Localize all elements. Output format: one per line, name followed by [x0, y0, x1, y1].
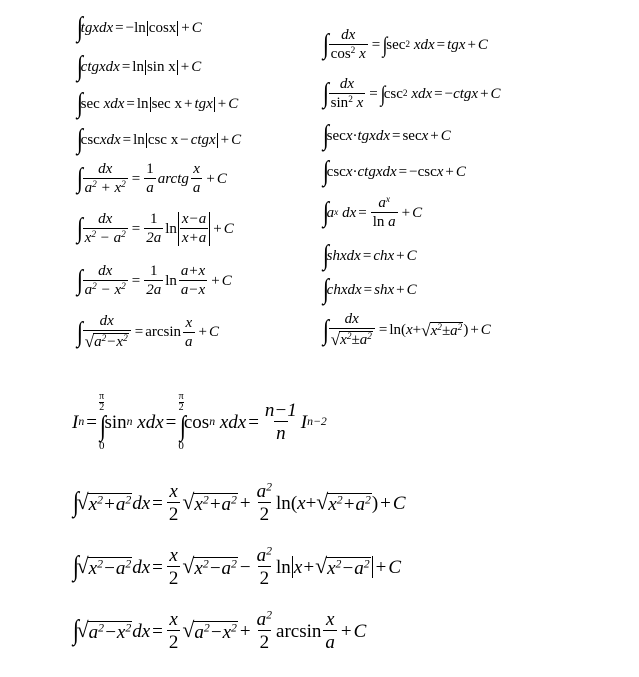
operator: = — [248, 411, 259, 433]
operator: · — [352, 127, 358, 144]
operator: = — [363, 281, 373, 298]
term: C — [388, 556, 402, 578]
term: dx — [342, 204, 357, 221]
term: ln — [165, 272, 177, 289]
term: C — [392, 492, 406, 514]
operator: + — [467, 36, 476, 53]
integral-sign: ∫ — [76, 163, 83, 194]
integral-sign: ∫ — [76, 213, 83, 244]
formula-sqrt-a2mx2 — [72, 610, 366, 652]
denominator: 2 — [168, 504, 179, 525]
integral-sign: ∫ — [322, 120, 329, 151]
absolute-value: x+ √ $x^2-a^2$ — [292, 556, 373, 578]
integral-sign: ∫ — [179, 411, 186, 442]
fraction — [191, 162, 203, 196]
term: C — [228, 95, 239, 112]
numerator: $a^2$ — [256, 544, 273, 566]
numerator: $a^2$ — [256, 480, 273, 502]
term: C — [440, 127, 451, 144]
operator: = — [126, 95, 135, 112]
term: dx — [110, 95, 125, 112]
numerator: dx — [341, 27, 356, 43]
operator: = — [131, 272, 141, 289]
term: tgx — [80, 19, 99, 36]
fraction — [183, 316, 195, 350]
formula-sec2: ∫ $\frac{dx}{\cos^2 x}$ = ∫ sec 2 xdx = tgx + C — [322, 27, 488, 62]
formula-ctgx — [76, 53, 201, 81]
formula-tgx — [76, 14, 202, 42]
term: C — [223, 220, 234, 237]
formula-chx — [322, 276, 417, 304]
integral-sign: ∫ — [322, 240, 329, 271]
operator: − — [239, 556, 251, 578]
operator: + — [396, 281, 405, 298]
integral-sign: ∫ — [76, 265, 83, 296]
operator: + — [220, 131, 230, 148]
integral-sign: ∫ — [76, 12, 83, 43]
operator: + — [239, 620, 251, 642]
numerator: n−1 — [264, 400, 297, 421]
sqrt: √ $x^2-a^2$ — [76, 554, 132, 579]
integral-sign: ∫ — [322, 78, 329, 109]
fraction — [167, 610, 181, 652]
term: C — [412, 204, 423, 221]
operator: + — [396, 247, 405, 264]
integral-sign: ∫ — [76, 88, 83, 119]
term: ln — [276, 492, 291, 514]
term: x — [103, 95, 111, 112]
formula-ln-xma — [76, 212, 234, 246]
operator: = — [131, 220, 141, 237]
term: ctgxdx — [357, 163, 397, 180]
fraction — [255, 610, 274, 652]
operator: = — [378, 322, 388, 338]
operator: + — [211, 272, 220, 289]
fraction — [179, 264, 207, 298]
denominator: 2 — [168, 632, 179, 653]
term: xdx — [411, 85, 433, 102]
integral-sign: ∫ — [100, 411, 107, 442]
fraction — [83, 264, 128, 298]
formula-cscx-ctgx — [322, 158, 466, 186]
operator: − — [125, 19, 135, 36]
formula-sqrt-x2ma2 — [72, 546, 401, 588]
denominator: a — [146, 180, 154, 196]
integral-sign: ∫ — [322, 29, 329, 60]
operator: + — [470, 322, 479, 338]
formula-shx — [322, 242, 417, 270]
denominator: √ $x^2\pm a^2$ — [329, 328, 375, 349]
term: C — [209, 324, 220, 340]
operator: + — [180, 58, 190, 75]
integral-sign: ∫ — [380, 81, 386, 106]
term: dx — [346, 247, 361, 264]
formula-csc2: ∫ $\frac{dx}{\sin^2 x}$ = ∫ csc 2 xdx = − ctgx + C — [322, 76, 501, 111]
term: C — [455, 163, 466, 180]
fraction — [329, 312, 375, 349]
sqrt: √ $a^2-x^2$ — [182, 618, 237, 643]
term: C — [480, 322, 491, 338]
integral-limits: $\frac{\pi}{2}$ ∫ 0 — [178, 391, 186, 452]
term: csc — [80, 131, 100, 148]
term: chx — [326, 281, 348, 298]
term: ctgx — [453, 85, 479, 102]
term: shx — [326, 247, 347, 264]
denominator: 2 — [168, 568, 179, 589]
operator: + — [213, 220, 222, 237]
operator: = — [131, 170, 141, 187]
sqrt: √ $a^2-x^2$ — [76, 618, 132, 643]
term: dx — [347, 281, 362, 298]
denominator: a — [185, 333, 193, 350]
fraction — [263, 401, 299, 443]
fraction — [83, 162, 128, 196]
operator: + — [375, 556, 387, 578]
numerator: dx — [99, 313, 114, 329]
term: arctg — [157, 170, 189, 187]
term: ln — [133, 131, 145, 148]
term: ln — [134, 19, 146, 36]
operator: − — [444, 85, 454, 102]
numerator: a+x — [180, 263, 206, 279]
operator: = — [165, 411, 177, 433]
operator: = — [152, 492, 163, 514]
fraction — [329, 77, 366, 111]
numerator: dx — [98, 161, 113, 177]
operator: = — [115, 19, 124, 36]
operator: = — [398, 163, 408, 180]
numerator: x — [325, 609, 335, 630]
term: csc — [383, 85, 403, 102]
formula-secx — [76, 90, 238, 118]
numerator: dx — [339, 76, 355, 92]
fraction — [255, 546, 274, 588]
operator: = — [122, 131, 132, 148]
term: C — [191, 58, 202, 75]
operator: + — [239, 492, 251, 514]
term: sec — [80, 95, 100, 112]
term: C — [221, 272, 232, 289]
sqrt: √ $x^2+a^2$ — [182, 490, 237, 515]
term: ln — [276, 556, 291, 578]
denominator: $x^2 - a^2$ — [84, 229, 126, 246]
numerator: x — [169, 609, 178, 630]
numerator: dx — [98, 211, 113, 227]
numerator: x — [169, 481, 178, 502]
term: C — [191, 19, 202, 36]
integral-limits: $\frac{\pi}{2}$ ∫ 0 — [98, 391, 107, 452]
operator: + — [217, 95, 227, 112]
term: dx — [132, 556, 151, 578]
term: x — [345, 127, 353, 144]
denominator: a — [325, 632, 335, 653]
term: a — [326, 204, 335, 221]
denominator: $a^2 + x^2$ — [84, 179, 126, 196]
integral-sign: ∫ — [72, 615, 79, 646]
term: dx — [106, 131, 121, 148]
numerator: dx — [98, 263, 113, 279]
denominator: 2a — [146, 230, 162, 246]
term: C — [406, 281, 417, 298]
numerator: x — [185, 314, 193, 331]
term: tgxdx — [357, 127, 390, 144]
operator: + — [181, 19, 190, 36]
operator: + — [445, 163, 454, 180]
numerator: x−a — [181, 211, 207, 227]
numerator: 1 — [150, 263, 158, 279]
fraction — [83, 212, 128, 246]
term: chx — [373, 247, 395, 264]
term: C — [216, 170, 227, 187]
fraction — [323, 610, 337, 652]
fraction — [255, 482, 274, 524]
integral-sign: ∫ — [76, 51, 83, 82]
operator: − — [409, 163, 418, 180]
term: shx — [374, 281, 395, 298]
operator: = — [152, 556, 163, 578]
fraction — [167, 546, 181, 588]
sqrt: √ $x^2+a^2$ — [76, 490, 132, 515]
denominator: 2 — [259, 568, 270, 589]
operator: + — [430, 127, 439, 144]
formula-secx-tgx — [322, 122, 451, 150]
fraction — [144, 264, 163, 298]
term: cosx — [148, 19, 177, 36]
denominator: $a^2 - x^2$ — [84, 281, 126, 298]
fraction — [167, 482, 181, 524]
numerator: dx — [344, 311, 359, 327]
denominator: ln a — [372, 214, 396, 230]
operator: + — [198, 324, 208, 340]
operator: + — [380, 492, 391, 514]
term: I — [300, 411, 308, 433]
term: csc — [417, 163, 437, 180]
term: sec x — [151, 95, 182, 112]
operator: = — [121, 58, 131, 75]
numerator: 1 — [146, 161, 154, 177]
term: I — [72, 411, 79, 433]
term: x — [436, 163, 444, 180]
numerator: $a^2$ — [256, 608, 273, 630]
denominator: $\sin^2 x$ — [330, 94, 364, 111]
formula-ax: ∫ a x dx = $\frac{a^x}{\text{ln a}}$ + C — [322, 194, 423, 230]
term: cos — [183, 411, 210, 433]
term: C — [477, 36, 488, 53]
operator: = — [391, 127, 401, 144]
denominator: √ $a^2-x^2$ — [83, 330, 131, 351]
integral-sign: ∫ — [72, 551, 79, 582]
integral-sign: ∫ — [76, 316, 83, 348]
term: ln — [132, 58, 144, 75]
formula-arctg — [76, 162, 227, 196]
fraction — [83, 314, 131, 351]
term: xdx — [413, 36, 435, 53]
term: tgx — [194, 95, 213, 112]
numerator: x — [169, 545, 178, 566]
fraction — [178, 212, 210, 246]
sqrt: √ $x^2\pm a^2$ — [421, 320, 463, 340]
denominator: 2 — [259, 632, 270, 653]
term: xdx — [137, 411, 164, 433]
operator: · — [352, 163, 358, 180]
term: ctgx — [80, 58, 106, 75]
integral-sign: ∫ — [322, 156, 329, 187]
fraction — [371, 196, 398, 230]
term: ln — [136, 95, 149, 112]
fraction — [144, 162, 156, 196]
denominator: n — [276, 423, 286, 444]
term: ctgx — [190, 131, 216, 148]
numerator: x — [193, 161, 200, 177]
operator: = — [358, 204, 367, 221]
integral-sign: ∫ — [72, 487, 79, 518]
denominator: $\cos^2 x$ — [330, 45, 366, 62]
integral-sign: ∫ — [322, 274, 329, 305]
operator: = — [436, 36, 446, 53]
term: sec — [402, 127, 422, 144]
term: C — [490, 85, 501, 102]
term: C — [353, 620, 367, 642]
formula-sqrt-x2pa2: ∫ √ $x^2+a^2$ dx = $\frac{x}{2}$ √ $x^2+a^2$ + $\frac{a^2}{2}$ ln ( x + √ $x^2+a^2$ ) + C — [72, 480, 406, 525]
operator: = — [86, 411, 97, 433]
term: ln — [389, 322, 401, 338]
term: dx — [99, 19, 114, 36]
term: C — [231, 131, 242, 148]
integral-sign: ∫ — [382, 32, 388, 57]
term: arcsin — [276, 620, 322, 642]
operator: − — [180, 131, 189, 148]
integral-sign: ∫ — [322, 314, 329, 346]
numerator: $a^x$ — [378, 194, 390, 211]
term: sec — [386, 36, 406, 53]
term: sec — [326, 127, 346, 144]
term: arcsin — [145, 324, 182, 340]
denominator: a−x — [180, 282, 206, 298]
formula-cscx — [76, 126, 241, 154]
term: dx — [105, 58, 120, 75]
term: x — [99, 131, 107, 148]
term: x — [345, 163, 353, 180]
term: sin x — [146, 58, 176, 75]
term: csc — [326, 163, 346, 180]
operator: + — [340, 620, 352, 642]
term: tgx — [447, 36, 466, 53]
term: csc x — [147, 131, 179, 148]
operator: + — [401, 204, 411, 221]
fraction — [144, 212, 163, 246]
formula-arcsin — [76, 314, 219, 351]
denominator: x+a — [181, 230, 207, 246]
sqrt: √ $x^2+a^2$ — [316, 490, 371, 515]
integral-sign: ∫ — [322, 197, 329, 228]
operator: + — [480, 85, 489, 102]
numerator: 1 — [150, 211, 158, 227]
term: sin — [104, 411, 127, 433]
term: ln — [165, 220, 177, 237]
operator: + — [206, 170, 215, 187]
denominator: 2a — [146, 282, 162, 298]
operator: + — [183, 95, 193, 112]
operator: = — [371, 36, 381, 53]
formula-In: I n = $\frac{\pi}{2}$ ∫ 0 sin n xdx = $\frac{\pi}{2}$ ∫ 0 cos n xdx = $\frac{n-1}{n}$ I n−2 — [72, 391, 327, 452]
term: dx — [132, 620, 151, 642]
operator: = — [134, 324, 144, 340]
operator: = — [362, 247, 372, 264]
formula-ln-apx — [76, 264, 232, 298]
fraction — [329, 28, 368, 62]
denominator: a — [192, 180, 201, 196]
term: C — [406, 247, 417, 264]
denominator: 2 — [259, 504, 270, 525]
integral-sign: ∫ — [76, 124, 83, 155]
sqrt: √ $x^2-a^2$ — [182, 554, 237, 579]
formula-ln-sqrt-pm: ∫ dx √ $x^2\pm a^2$ = ln ( x + √ $x^2\pm a^2$ ) + C — [322, 311, 491, 349]
term: x — [421, 127, 429, 144]
term: dx — [132, 492, 151, 514]
term: xdx — [219, 411, 247, 433]
operator: = — [152, 620, 163, 642]
operator: = — [369, 85, 378, 102]
operator: = — [434, 85, 443, 102]
